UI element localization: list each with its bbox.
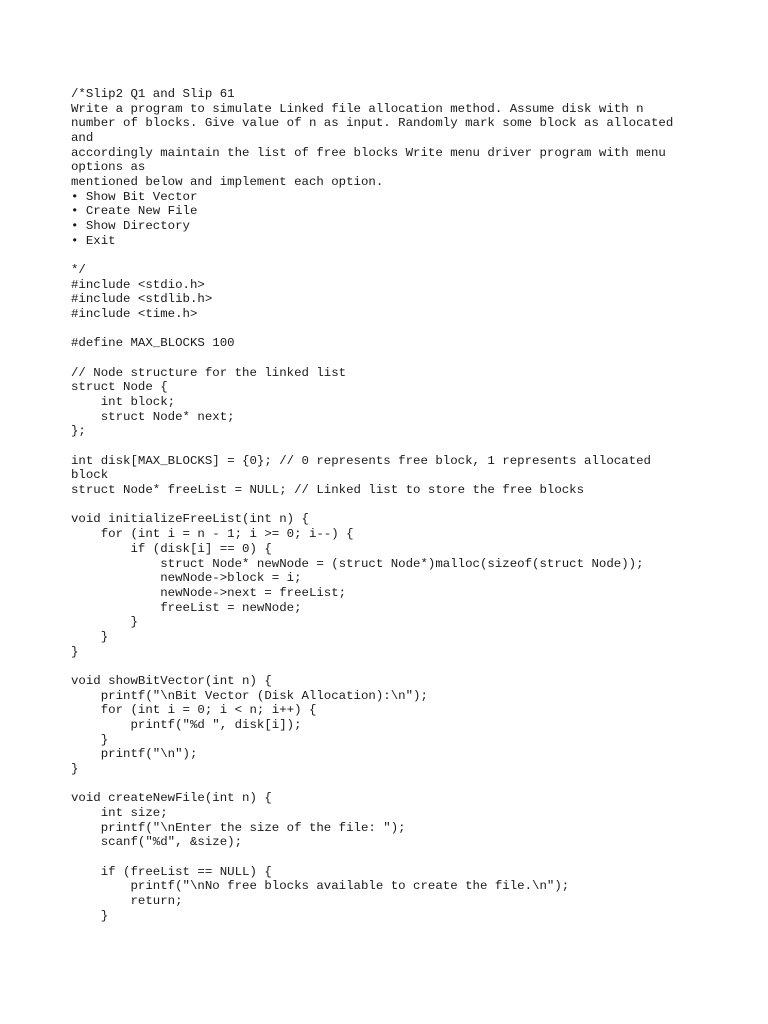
code-line: newNode->next = freeList; xyxy=(71,585,347,600)
code-line: scanf("%d", &size); xyxy=(71,835,243,850)
code-line: • Show Directory xyxy=(71,219,190,234)
code-line: void initializeFreeList(int n) { xyxy=(71,512,309,527)
code-line: printf("\nBit Vector (Disk Allocation):\n"); xyxy=(71,688,428,703)
code-line: void showBitVector(int n) { xyxy=(71,673,272,688)
code-line: if (disk[i] == 0) { xyxy=(71,541,272,556)
code-line: #include <stdlib.h> xyxy=(71,292,213,307)
code-line: #define MAX_BLOCKS 100 xyxy=(71,336,235,351)
code-line xyxy=(71,777,673,792)
code-line xyxy=(71,659,673,674)
code-line: printf("\n"); xyxy=(71,747,198,762)
code-line: freeList = newNode; xyxy=(71,600,302,615)
code-line: int disk[MAX_BLOCKS] = {0}; // 0 represents free block, 1 represents allocated xyxy=(71,453,651,468)
code-line xyxy=(71,322,673,337)
code-line xyxy=(71,248,673,263)
code-line: struct Node* next; xyxy=(71,409,235,424)
code-line: #include <stdio.h> xyxy=(71,277,205,292)
code-line xyxy=(71,850,673,865)
code-line: int block; xyxy=(71,395,176,410)
code-line: } xyxy=(71,629,109,644)
code-line: return; xyxy=(71,893,183,908)
code-line: } xyxy=(71,644,79,659)
code-line: */ xyxy=(71,263,86,278)
code-line: • Show Bit Vector xyxy=(71,189,198,204)
code-line: • Create New File xyxy=(71,204,198,219)
code-listing xyxy=(71,87,673,923)
code-line: • Exit xyxy=(71,233,116,248)
code-line: mentioned below and implement each option. xyxy=(71,175,384,190)
code-line xyxy=(71,498,673,513)
code-line: struct Node* freeList = NULL; // Linked list to store the free blocks xyxy=(71,483,585,498)
code-line: number of blocks. Give value of n as input. Randomly mark some block as allocated xyxy=(71,116,674,131)
code-line: Write a program to simulate Linked file allocation method. Assume disk with n xyxy=(71,101,644,116)
code-line: for (int i = n - 1; i >= 0; i--) { xyxy=(71,527,354,542)
code-line: printf("\nNo free blocks available to create the file.\n"); xyxy=(71,879,570,894)
code-line: } xyxy=(71,732,109,747)
code-line: options as xyxy=(71,160,146,175)
code-line xyxy=(71,439,673,454)
code-line: int size; xyxy=(71,805,168,820)
code-line: printf("%d ", disk[i]); xyxy=(71,717,302,732)
code-line: // Node structure for the linked list xyxy=(71,365,347,380)
code-line: accordingly maintain the list of free blocks Write menu driver program with menu xyxy=(71,145,666,160)
code-line: #include <time.h> xyxy=(71,307,198,322)
code-line xyxy=(71,351,673,366)
code-line: struct Node* newNode = (struct Node*)malloc(sizeof(struct Node)); xyxy=(71,556,644,571)
code-line: struct Node { xyxy=(71,380,168,395)
code-line: } xyxy=(71,761,79,776)
code-line: printf("\nEnter the size of the file: "); xyxy=(71,820,406,835)
code-line: void createNewFile(int n) { xyxy=(71,791,272,806)
code-line: if (freeList == NULL) { xyxy=(71,864,272,879)
code-line: /*Slip2 Q1 and Slip 61 xyxy=(71,87,235,101)
code-line: and xyxy=(71,131,94,146)
code-line: newNode->block = i; xyxy=(71,571,302,586)
code-line: } xyxy=(71,908,109,923)
code-line: } xyxy=(71,615,138,630)
code-line: }; xyxy=(71,424,86,439)
code-line: for (int i = 0; i < n; i++) { xyxy=(71,703,317,718)
code-line: block xyxy=(71,468,109,483)
